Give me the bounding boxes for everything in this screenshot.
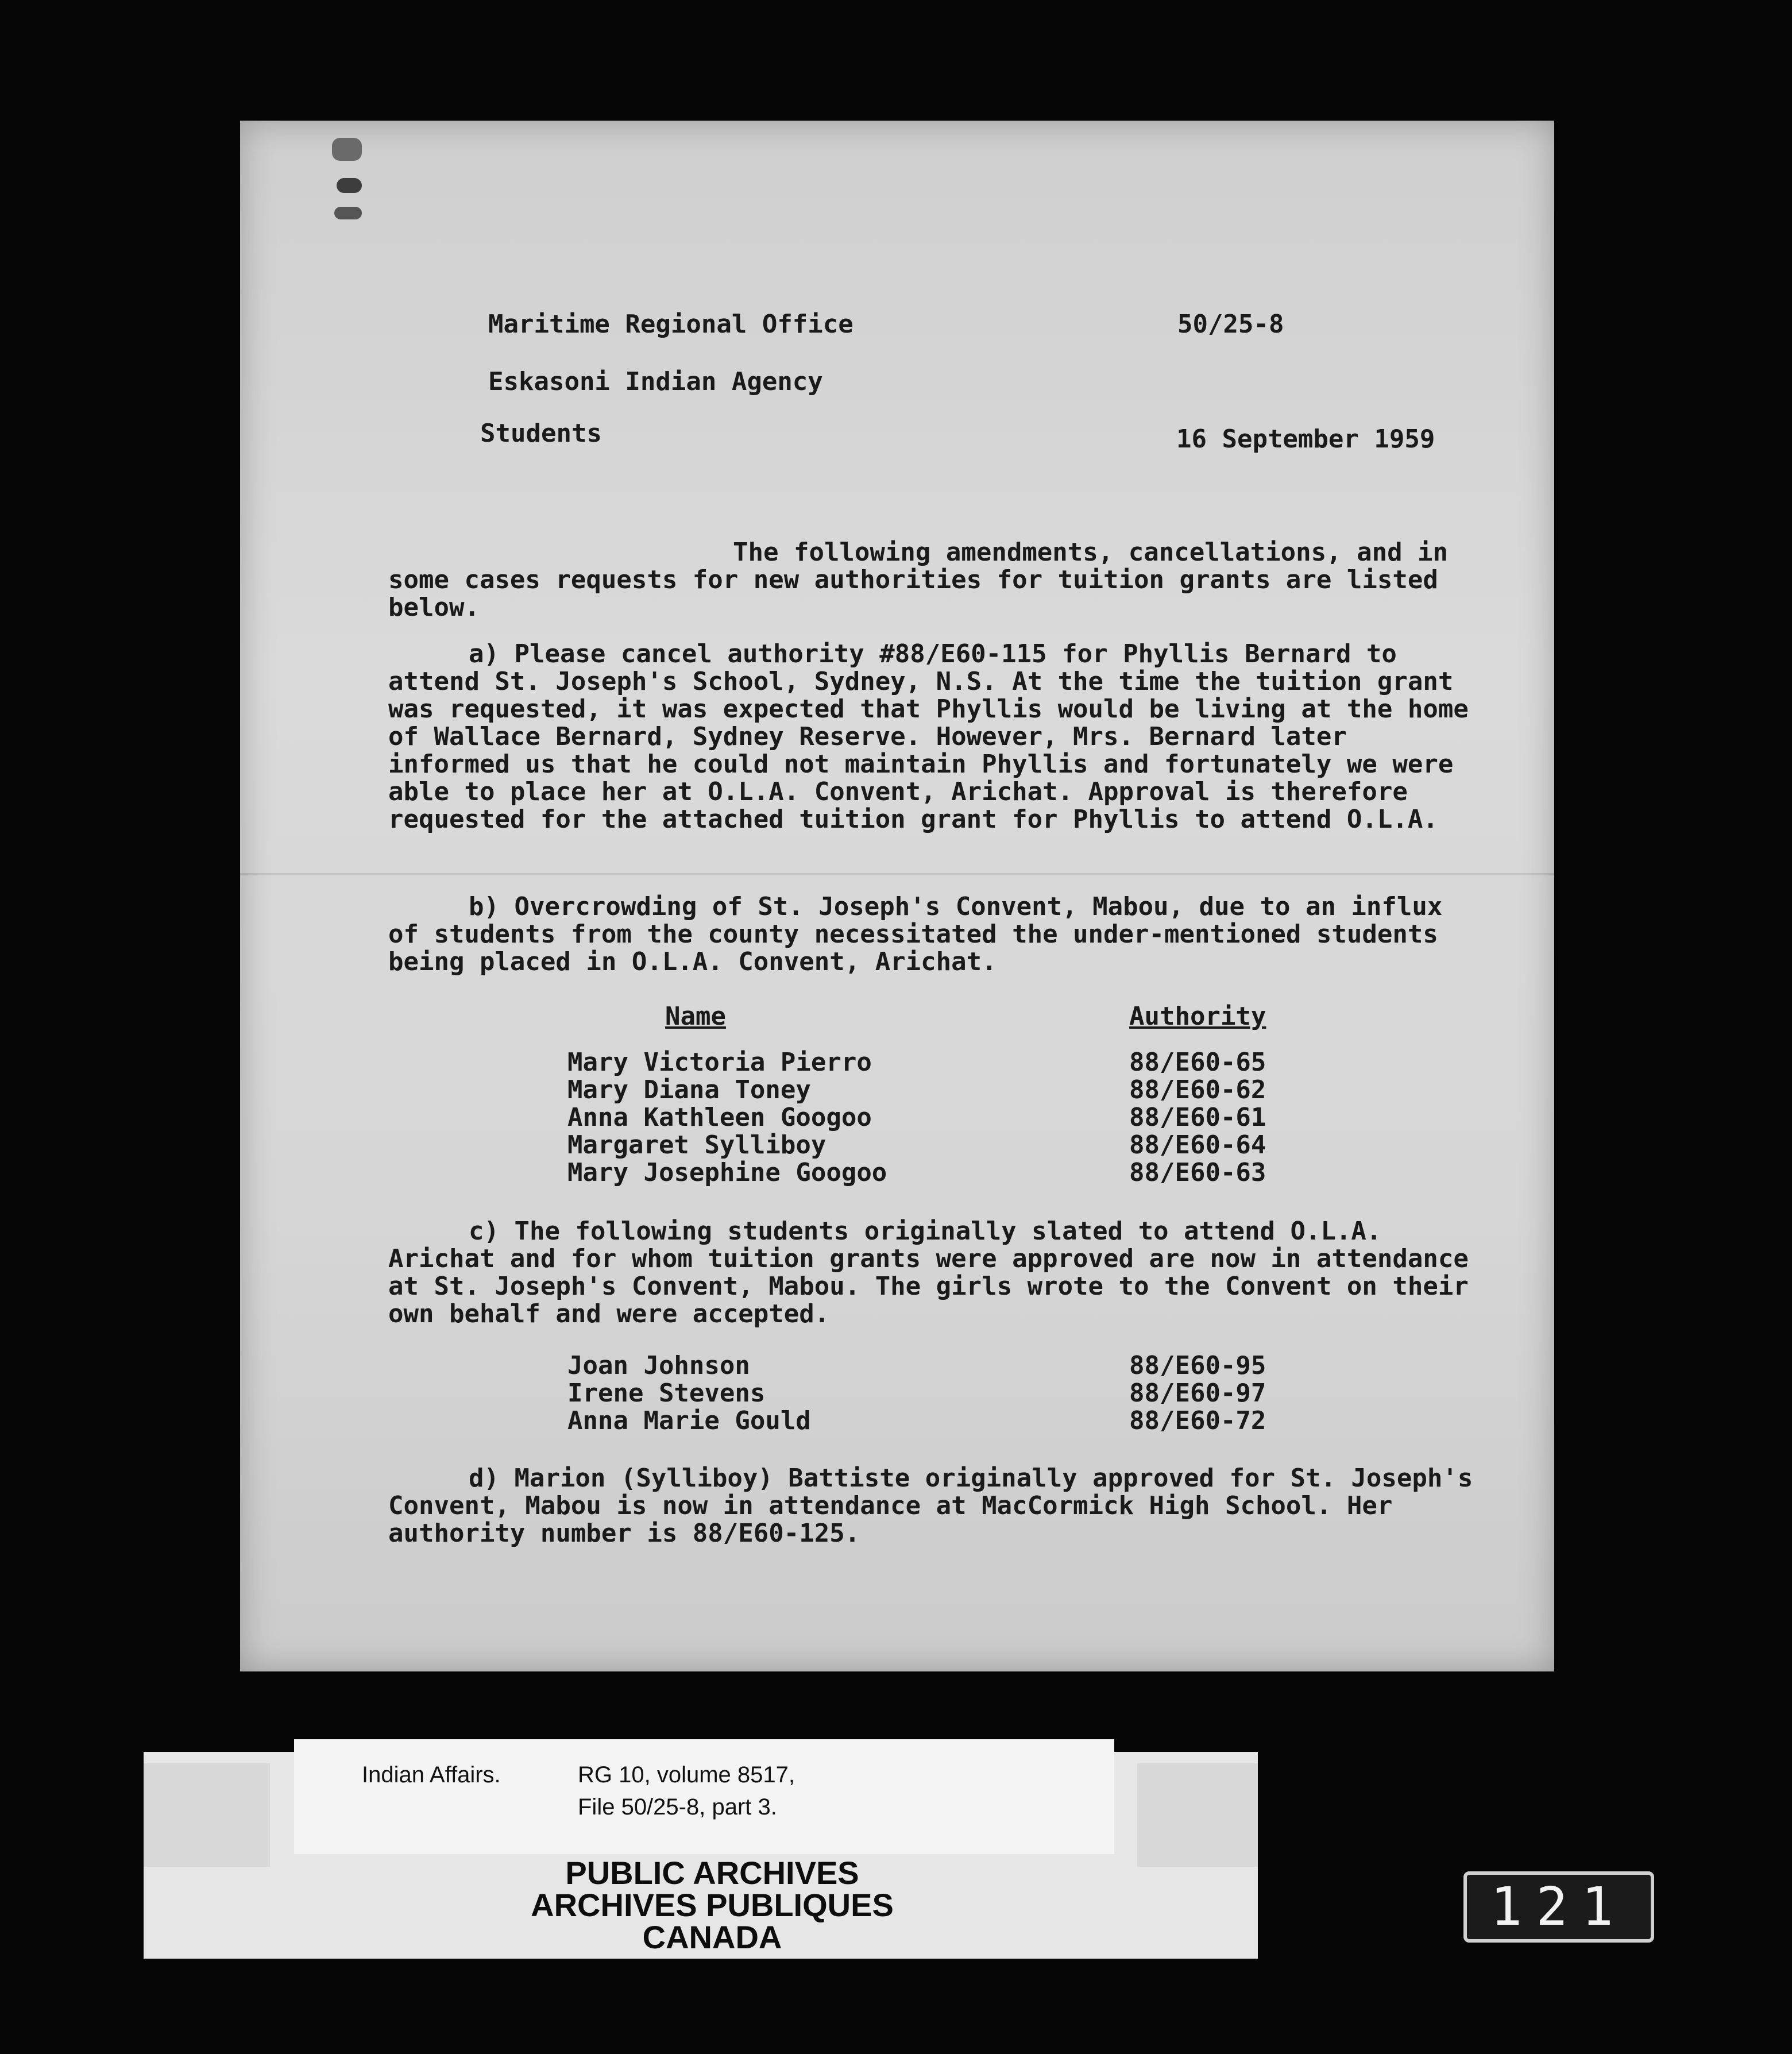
archive-reference-label xyxy=(294,1739,1114,1854)
list-item-name: Irene Stevens xyxy=(567,1379,766,1408)
list-item-authority: 88/E60-61 xyxy=(1129,1103,1266,1132)
staple-clip xyxy=(326,132,366,316)
list-item-authority: 88/E60-62 xyxy=(1129,1075,1266,1105)
file-number: 50/25-8 xyxy=(1177,310,1284,339)
archive-stamp-line-1: PUBLIC ARCHIVES xyxy=(565,1855,859,1891)
intro-paragraph: The following amendments, cancellations, and in some cases requests for new authorities for tuition grants are listed below. xyxy=(388,538,1449,622)
office-heading: Maritime Regional Office xyxy=(488,310,853,339)
paragraph-b: b) Overcrowding of St. Joseph's Convent, Mabou, due to an influx of students from the county necessitated the under-mentioned students being placed in O.L.A. Convent, Arichat. xyxy=(388,892,1443,976)
frame-counter: 121 xyxy=(1463,1871,1654,1943)
list-item-name: Anna Marie Gould xyxy=(567,1406,811,1435)
list-item-authority: 88/E60-63 xyxy=(1129,1158,1266,1187)
list-item-authority: 88/E60-64 xyxy=(1129,1130,1266,1160)
agency-heading: Eskasoni Indian Agency xyxy=(488,367,823,396)
document-page xyxy=(240,121,1554,1671)
list-item-authority: 88/E60-65 xyxy=(1129,1048,1266,1077)
column-header-authority: Authority xyxy=(1129,1002,1266,1031)
column-header-name: Name xyxy=(665,1002,726,1031)
holder-tab-left xyxy=(144,1763,270,1867)
holder-tab-right xyxy=(1137,1763,1258,1867)
list-item-name: Mary Diana Toney xyxy=(567,1075,811,1105)
reference-line-1: RG 10, volume 8517, xyxy=(578,1762,795,1787)
list-item-name: Joan Johnson xyxy=(567,1351,750,1380)
list-item-authority: 88/E60-72 xyxy=(1129,1406,1266,1435)
paragraph-d: d) Marion (Sylliboy) Battiste originally approved for St. Joseph's Convent, Mabou is now in attendance at MacCormick High School. Her authority number is 88/E60-125. xyxy=(388,1464,1473,1548)
list-item-name: Mary Victoria Pierro xyxy=(567,1048,872,1077)
department-label: Indian Affairs. xyxy=(362,1762,501,1787)
reference-line-2: File 50/25-8, part 3. xyxy=(578,1794,777,1820)
list-item-name: Anna Kathleen Googoo xyxy=(567,1103,872,1132)
paragraph-a: a) Please cancel authority #88/E60-115 for Phyllis Bernard to attend St. Joseph's School, Sydney, N.S. At the time the tuition grant was requested, it was expected that Phyllis would be living at the home of Wallace Bernard, Sydney Reserve. However, Mrs. Bernard later informed us that he could not maintain Phyllis and fortunately we were able to place her at O.L.A. Convent, Arichat. Approval is therefore requested for the attached tuition grant for Phyllis to attend O.L.A. xyxy=(388,639,1469,834)
archive-stamp-line-2: ARCHIVES PUBLIQUES xyxy=(531,1887,894,1923)
letter-date: 16 September 1959 xyxy=(1176,424,1435,454)
list-item-name: Margaret Sylliboy xyxy=(567,1130,827,1160)
archive-stamp-line-3: CANADA xyxy=(642,1919,782,1955)
list-item-name: Mary Josephine Googoo xyxy=(567,1158,887,1187)
subject-heading: Students xyxy=(480,419,602,448)
list-item-authority: 88/E60-95 xyxy=(1129,1351,1266,1380)
list-item-authority: 88/E60-97 xyxy=(1129,1379,1266,1408)
paragraph-c: c) The following students originally slated to attend O.L.A. Arichat and for whom tuition grants were approved are now in attendance at St. Joseph's Convent, Mabou. The girls wrote to the Convent on their own behalf and were accepted. xyxy=(388,1217,1469,1329)
